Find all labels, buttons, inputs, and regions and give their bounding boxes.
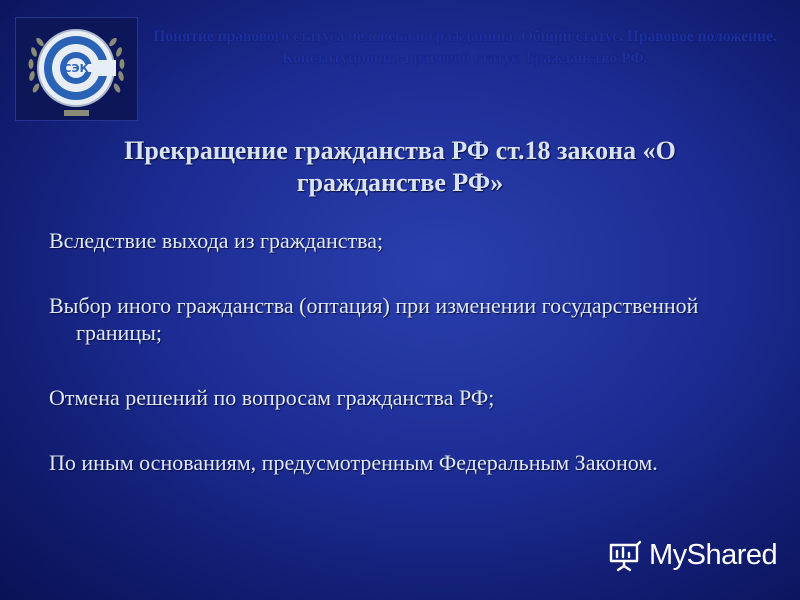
watermark-text: MyShared [649,538,778,571]
logo [15,17,138,121]
list-item: Выбор иного гражданства (оптация) при изменении государственной границы; [49,293,699,345]
list-item: По иным основаниям, предусмотренным Федеральным Законом. [49,450,658,475]
list-item: Отмена решений по вопросам гражданства РФ; [49,385,495,410]
bullet-list [49,227,769,514]
watermark[interactable] [607,535,777,575]
emblem-icon [16,18,137,120]
header-title: Понятие правового статуса человека и гражданина. Общий статус. Правовое положение. Конституционно-правовой статус. Гражданство РФ. [153,28,777,67]
logo-text: СЭК [63,62,89,75]
list-item: Вследствие выхода из гражданства; [49,228,384,253]
slide-heading: Прекращение гражданства РФ ст.18 закона «О гражданстве РФ» [124,136,676,197]
presentation-board-icon [607,537,643,573]
